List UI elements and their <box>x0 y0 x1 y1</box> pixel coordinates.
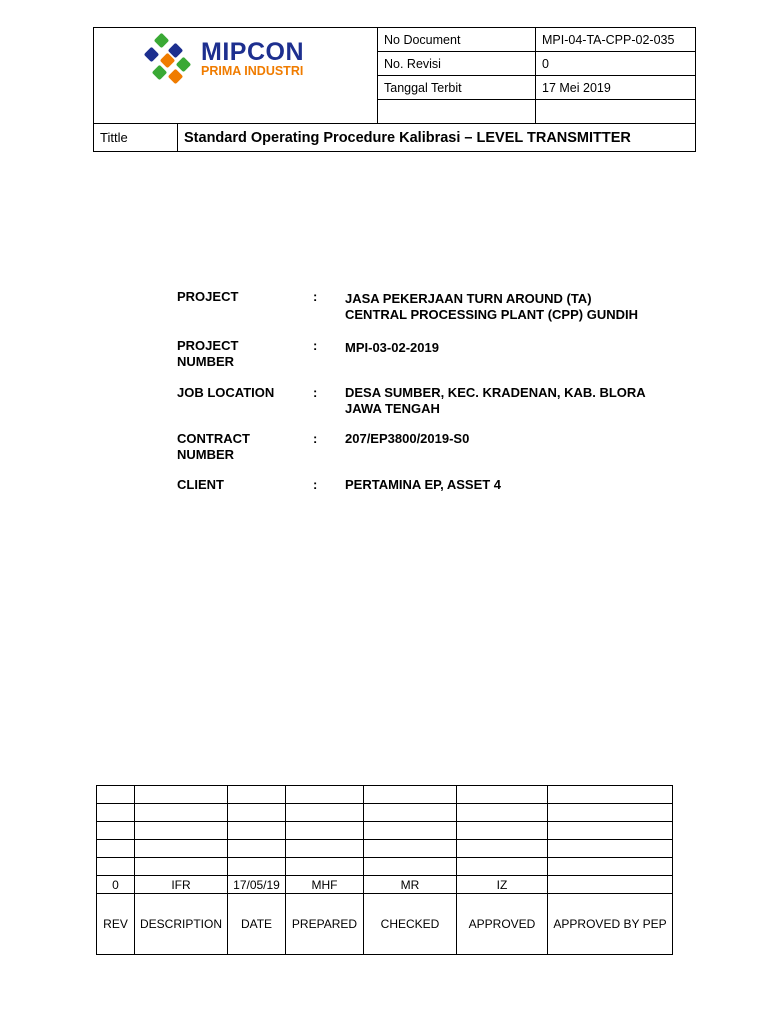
revision-cell-approved-by-pep <box>548 840 673 858</box>
revision-cell-prepared <box>286 786 364 804</box>
revision-row <box>97 876 673 894</box>
revision-cell-checked <box>364 822 457 840</box>
revision-cell-checked <box>364 804 457 822</box>
info-colon: : <box>313 385 318 400</box>
revision-cell-date: 17/05/19 <box>228 876 286 894</box>
revision-header-checked: CHECKED <box>364 894 457 955</box>
revision-cell-rev <box>97 822 135 840</box>
info-value-contract-number <box>345 431 685 447</box>
revision-cell-date <box>228 786 286 804</box>
revision-cell-prepared <box>286 822 364 840</box>
mipcon-logo-icon <box>140 33 196 87</box>
document-header-table <box>93 27 696 152</box>
revision-cell-rev <box>97 858 135 876</box>
revision-cell-approved <box>457 840 548 858</box>
revision-header-rev: REV <box>97 894 135 955</box>
info-value-line: 207/EP3800/2019-S0 <box>345 431 470 446</box>
revision-cell-prepared <box>286 804 364 822</box>
revision-row <box>97 840 673 858</box>
info-colon: : <box>313 477 318 492</box>
revision-cell-rev <box>97 804 135 822</box>
info-colon: : <box>313 431 318 446</box>
header-label-empty <box>378 100 536 124</box>
revision-cell-prepared <box>286 840 364 858</box>
info-label-contract-number: CONTRACT NUMBER <box>177 431 250 462</box>
revision-cell-checked <box>364 840 457 858</box>
info-value-line: PERTAMINA EP, ASSET 4 <box>345 477 502 492</box>
revision-cell-prepared <box>286 858 364 876</box>
revision-cell-approved-by-pep <box>548 876 673 894</box>
revision-cell-description <box>135 804 228 822</box>
revision-cell-rev: 0 <box>97 876 135 894</box>
revision-cell-prepared: MHF <box>286 876 364 894</box>
revision-cell-description: IFR <box>135 876 228 894</box>
revision-cell-description <box>135 858 228 876</box>
revision-cell-checked: MR <box>364 876 457 894</box>
header-value-no-document: MPI-04-TA-CPP-02-035 <box>536 28 696 52</box>
header-label-no-revisi: No. Revisi <box>378 52 536 76</box>
info-value-line: JAWA TENGAH <box>345 401 440 416</box>
info-colon: : <box>313 338 318 353</box>
revision-table <box>96 785 673 955</box>
revision-cell-checked <box>364 858 457 876</box>
info-label-job-location: JOB LOCATION <box>177 385 275 400</box>
revision-header-prepared: PREPARED <box>286 894 364 955</box>
revision-header-date: DATE <box>228 894 286 955</box>
revision-cell-rev <box>97 786 135 804</box>
info-label-client: CLIENT <box>177 477 224 492</box>
logo-cell <box>94 28 378 124</box>
info-label-project-number: PROJECT NUMBER <box>177 338 239 369</box>
info-value-line: JASA PEKERJAAN TURN AROUND (TA) <box>345 291 592 306</box>
info-colon: : <box>313 289 318 304</box>
revision-header-approved-by-pep: APPROVED BY PEP <box>548 894 673 955</box>
revision-cell-checked <box>364 786 457 804</box>
revision-row <box>97 786 673 804</box>
info-label-project: PROJECT <box>177 289 239 304</box>
revision-cell-date <box>228 840 286 858</box>
revision-row <box>97 858 673 876</box>
header-label-tanggal-terbit: Tanggal Terbit <box>378 76 536 100</box>
revision-header-description: DESCRIPTION <box>135 894 228 955</box>
info-value-client <box>345 477 685 493</box>
revision-cell-approved <box>457 804 548 822</box>
revision-row <box>97 822 673 840</box>
logo-title: MIPCON <box>201 38 304 66</box>
revision-header-approved: APPROVED <box>457 894 548 955</box>
revision-header-row <box>97 894 673 955</box>
info-value-project <box>345 291 685 323</box>
revision-cell-approved <box>457 786 548 804</box>
title-label: Tittle <box>94 124 178 152</box>
revision-row <box>97 804 673 822</box>
revision-cell-approved-by-pep <box>548 822 673 840</box>
info-value-line: DESA SUMBER, KEC. KRADENAN, KAB. BLORA <box>345 385 646 400</box>
header-value-tanggal-terbit: 17 Mei 2019 <box>536 76 696 100</box>
revision-cell-approved-by-pep <box>548 804 673 822</box>
logo-subtitle: PRIMA INDUSTRI <box>201 64 304 78</box>
info-value-project-number <box>345 340 685 356</box>
revision-cell-date <box>228 804 286 822</box>
header-label-no-document: No Document <box>378 28 536 52</box>
revision-cell-approved: IZ <box>457 876 548 894</box>
revision-cell-approved <box>457 822 548 840</box>
revision-cell-date <box>228 858 286 876</box>
revision-cell-rev <box>97 840 135 858</box>
revision-cell-approved <box>457 858 548 876</box>
header-value-empty <box>536 100 696 124</box>
info-value-job-location <box>345 385 685 417</box>
revision-cell-approved-by-pep <box>548 786 673 804</box>
info-value-line: CENTRAL PROCESSING PLANT (CPP) GUNDIH <box>345 307 638 322</box>
revision-cell-description <box>135 822 228 840</box>
revision-cell-description <box>135 786 228 804</box>
revision-cell-description <box>135 840 228 858</box>
revision-cell-approved-by-pep <box>548 858 673 876</box>
document-title: Standard Operating Procedure Kalibrasi – LEVEL TRANSMITTER <box>178 124 696 152</box>
info-value-line: MPI-03-02-2019 <box>345 340 439 355</box>
header-value-no-revisi: 0 <box>536 52 696 76</box>
revision-cell-date <box>228 822 286 840</box>
